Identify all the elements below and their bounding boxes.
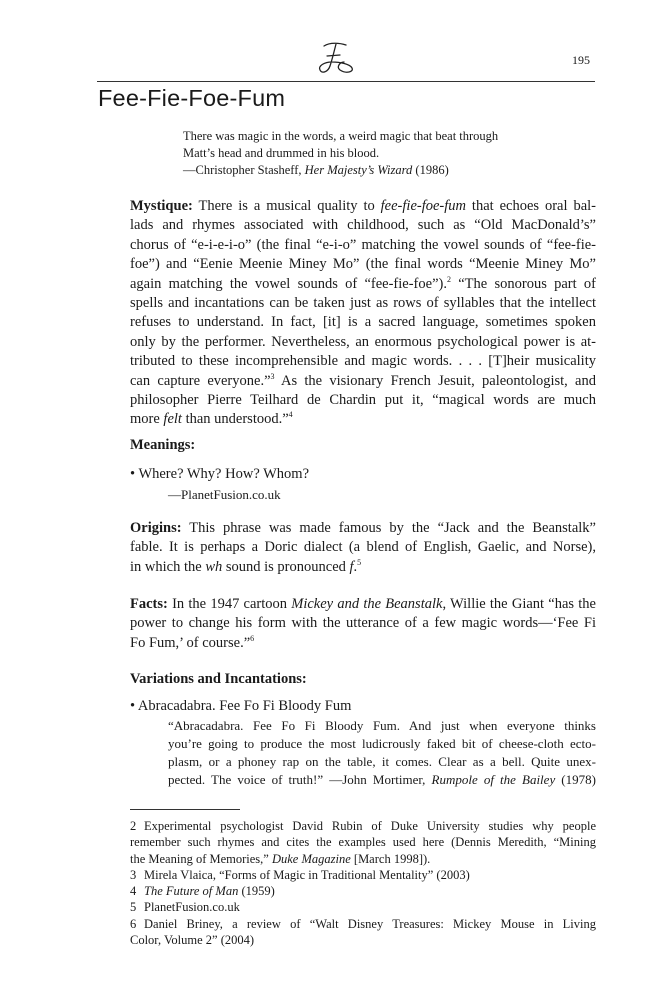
entry-title: Fee-Fie-Foe-Fum [98,85,286,111]
variations-quote [130,717,596,789]
header-rule [97,81,595,82]
text-run: . [353,558,358,575]
meanings-heading: Meanings: [130,437,196,453]
text-run: the Meaning of Memories,” [130,851,272,866]
origins-heading: Origins: [130,520,182,536]
facts-line [130,595,596,614]
script-f-ornament-icon [310,40,358,76]
epigraph-line: There was magic in the words, a weird magic that beat through [183,129,499,143]
footnote-6 [130,916,596,932]
footnote-3 [130,867,596,883]
footnote-ref[interactable]: 5 [357,557,362,567]
quote-line: plasm, or a phoney rap on the table, it comes. Clear as a bell. Quite unex- [168,753,596,769]
facts-heading: Facts: [130,596,168,612]
quote-line [168,771,596,789]
text-run: again matching the vowel sounds of “fee-fie-foe”). [130,275,447,292]
text-run: fee-fie-foe-fum [380,198,466,214]
text-run: PlanetFusion.co.uk [144,900,240,915]
footnote-ref[interactable]: 3 [270,371,275,381]
variations-section [130,670,596,789]
text-run: pected. The voice of truth!” —John Mortimer, [168,771,432,787]
meanings-section [130,436,596,504]
text-run: “The sonorous part of [450,275,596,292]
text-run: felt [163,411,182,428]
epigraph-line: Matt’s head and drummed in his blood. [183,146,380,160]
footnote-4 [130,883,596,899]
text-run: Rumpole of the Bailey [431,771,556,787]
mystique-line [130,275,596,294]
origins-line [130,558,596,577]
facts-line: power to change his form with the utterance of a few magic words—‘Fee Fi [130,615,596,632]
quote-line: “Abracadabra. Fee Fo Fi Bloody Fum. And just when everyone thinks [168,717,596,733]
mystique-line [130,410,596,429]
text-run: in which the [130,558,206,575]
text-run: Experimental psychologist David Rubin of Duke University studies why people [144,819,596,833]
text-run: more [130,411,164,428]
mystique-section [130,197,596,430]
text-run: [March 1998]). [350,851,431,866]
footnote-2-cont [130,851,596,867]
text-run: The Future of Man [144,884,239,899]
text-run: Daniel Briney, a review of “Walt Disney Treasures: Mickey Mouse in Living [144,916,596,931]
epigraph [183,128,553,179]
text-run: sound is pronounced [222,558,350,575]
text-run: f [349,558,354,575]
text-run: that echoes oral bal- [466,198,596,214]
footnote-rule [130,809,240,810]
footnote-number: 3 [130,867,137,882]
text-run: As the visionary French Jesuit, paleontologist, and [274,372,596,389]
footnote-ref[interactable]: 2 [446,274,451,284]
footnote-5 [130,899,596,915]
text-run: Mickey and the Beanstalk [291,596,443,612]
text-run: , Willie the Giant “has the [442,596,596,612]
text-run: than understood.” [181,411,289,428]
mystique-line: chorus of “e-i-e-i-o” (the final “e-i-o” matching the vowel sounds of “fee-fie- [130,236,596,253]
text-run: (1978) [555,771,596,787]
footnote-ref[interactable]: 4 [288,410,293,420]
text-run: This phrase was made famous by the “Jack and the Beanstalk” [189,520,596,536]
meanings-item: • Where? Why? How? Whom? [130,466,310,483]
footnote-number: 6 [130,916,137,931]
mystique-line [130,197,596,216]
text-run: can capture everyone.” [130,372,271,389]
mystique-line: tributed to these incomprehensible and magic words. . . . [T]heir musicality [130,353,596,370]
footnote-number: 5 [130,900,137,915]
text-run: In the 1947 cartoon [172,596,292,612]
quote-line: you’re going to produce the most ludicrously faked bit of cheese-cloth ecto- [168,735,596,751]
epigraph-attribution [183,162,553,179]
footnote-number: 4 [130,884,137,899]
footnote-6-cont: Color, Volume 2” (2004) [130,933,255,948]
text-run: There is a musical quality to [198,198,381,214]
facts-section [130,595,596,653]
text-run: wh [205,558,223,575]
facts-line [130,634,596,653]
attribution-year: (1986) [412,163,449,177]
footnote-ref[interactable]: 6 [250,633,255,643]
mystique-line: foe”) and “Eenie Meenie Miney Mo” (the final words “Meenie Miney Mo” [130,256,596,273]
mystique-line: refuses to understand. In fact, [it] is a sacred language, sometimes spoken [130,314,596,331]
text-run: Duke Magazine [271,851,351,866]
footnotes [130,818,596,948]
text-run: Fo Fum,’ of course.” [130,634,251,651]
footnote-2-cont: remember such rhymes and cites the examples used here (Dennis Meredith, “Mining [130,835,596,850]
variations-heading: Variations and Incantations: [130,671,307,687]
mystique-heading: Mystique: [130,198,193,214]
text-run: (1959) [238,884,275,899]
attribution-author: —Christopher Stasheff, [183,163,305,177]
mystique-line: spells and incantations can be taken just as rows of syllables that the intellect [130,295,596,312]
footnote-number: 2 [130,819,137,833]
attribution-title: Her Majesty’s Wizard [304,163,413,177]
mystique-line: philosopher Pierre Teilhard de Chardin put it, “magical words are much [130,392,596,409]
mystique-line [130,372,596,391]
page-number: 195 [572,53,590,67]
origins-line [130,519,596,538]
variations-item: • Abracadabra. Fee Fo Fi Bloody Fum [130,698,352,715]
footnote-2 [130,818,596,834]
mystique-line: lads and rhymes associated with childhood, such as “Old MacDonald’s” [130,217,596,234]
origins-line: fable. It is perhaps a Doric dialect (a blend of English, Gaelic, and Norse), [130,539,596,556]
origins-section [130,519,596,577]
mystique-line: only by the performer. Nevertheless, an enormous psychological power is at- [130,333,596,350]
meanings-attribution: —PlanetFusion.co.uk [168,486,281,502]
text-run: Mirela Vlaica, “Forms of Magic in Traditional Mentality” (2003) [144,867,470,882]
